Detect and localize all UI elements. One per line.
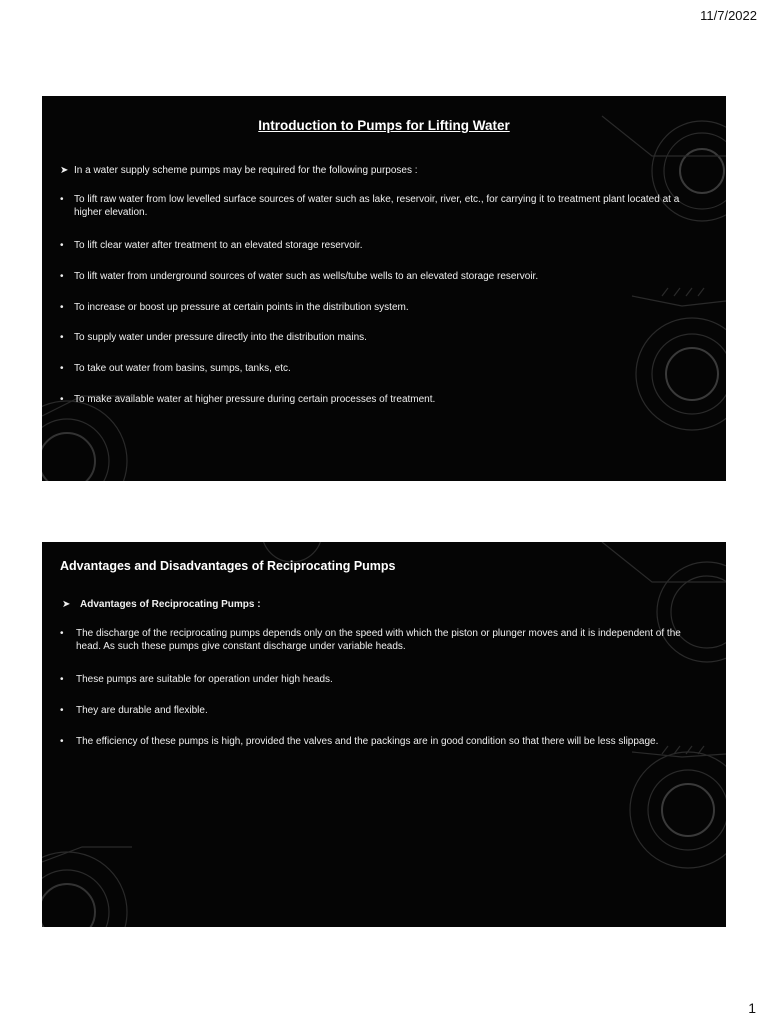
page-date: 11/7/2022 bbox=[700, 8, 757, 23]
list-item: • To lift water from underground sources of water such as wells/tube wells to an elevated storage reservoir. bbox=[60, 271, 702, 284]
slide-2 bbox=[42, 542, 726, 927]
list-item: • To increase or boost up pressure at certain points in the distribution system. bbox=[60, 302, 702, 315]
list-item: • To supply water under pressure directly into the distribution mains. bbox=[60, 332, 702, 345]
list-item: • To lift clear water after treatment to an elevated storage reservoir. bbox=[60, 240, 702, 253]
circuit-decoration bbox=[42, 96, 726, 481]
list-item: • These pumps are suitable for operation under high heads. bbox=[60, 674, 702, 687]
list-item: • To lift raw water from low levelled surface sources of water such as lake, reservoir, river, etc., for carrying it to treatment plant located at a higher elevation. bbox=[60, 194, 702, 219]
arrow-bullet-icon: ➤ bbox=[60, 165, 69, 176]
list-item: • The efficiency of these pumps is high, provided the valves and the packings are in good condition so that there will be less slippage. bbox=[60, 736, 702, 749]
page-number: 1 bbox=[748, 1000, 756, 1016]
intro-line bbox=[60, 598, 702, 611]
arrow-bullet-icon: ➤ bbox=[62, 599, 71, 610]
list-item: • The discharge of the reciprocating pumps depends only on the speed with which the piston or plunger moves and it is independent of the head. As such these pumps give constant discharge under variable heads. bbox=[60, 628, 702, 653]
slide-title: Advantages and Disadvantages of Reciprocating Pumps bbox=[60, 559, 396, 573]
list-item: • They are durable and flexible. bbox=[60, 705, 702, 718]
list-item: • To make available water at higher pressure during certain processes of treatment. bbox=[60, 394, 702, 407]
slide-title: Introduction to Pumps for Lifting Water bbox=[258, 118, 510, 133]
intro-line bbox=[60, 164, 702, 177]
list-item: • To take out water from basins, sumps, tanks, etc. bbox=[60, 363, 702, 376]
intro-text: Advantages of Reciprocating Pumps : bbox=[80, 599, 261, 610]
intro-text: In a water supply scheme pumps may be required for the following purposes : bbox=[74, 165, 418, 176]
slide-1 bbox=[42, 96, 726, 481]
